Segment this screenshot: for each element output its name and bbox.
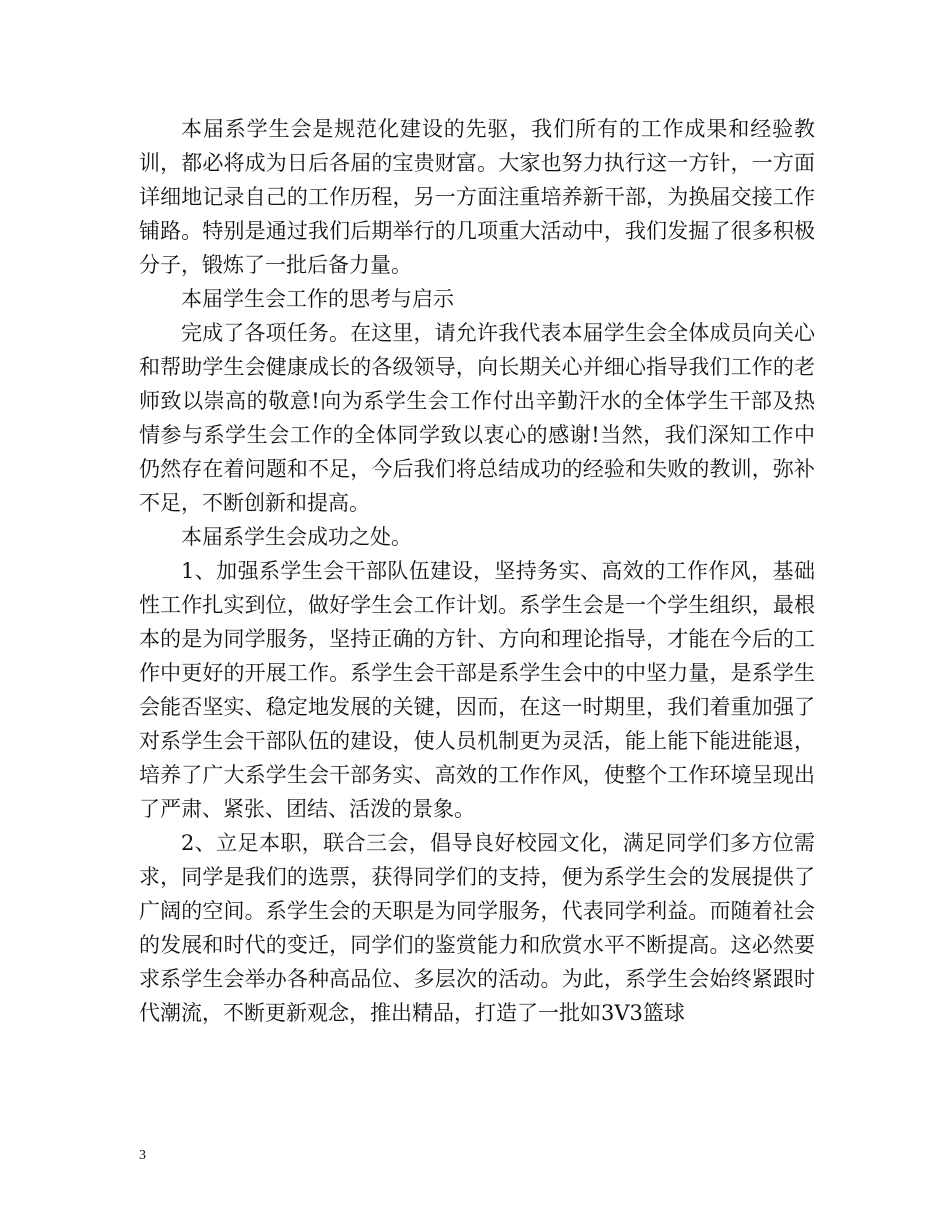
paragraph-section-heading-success: 本届系学生会成功之处。 [181,525,412,549]
page-number: 3 [139,1148,146,1163]
paragraph-point-1: 1、加强系学生会干部队伍建设，坚持务实、高效的工作作风，基础性工作扎实到位，做好学生会工作计划。系学生会是一个学生组织，最根本的是为同学服务，坚持正确的方针、方向和理论指导，才能在今后的工作中更好的开展工作。系学生会干部是系学生会中的中坚力量，是系学生会能否坚实、稳定地发展的关键，因而，在这一时期里，我们着重加强了对系学生会干部队伍的建设，使人员机制更为灵活，能上能下能进能退，培养了广大系学生会干部务实、高效的工作作风，使整个工作环境呈现出了严肃、紧张、团结、活泼的景象。 [139,559,815,821]
document-body [139,112,815,1030]
paragraph-point-2: 2、立足本职，联合三会，倡导良好校园文化，满足同学们多方位需求，同学是我们的选票，获得同学们的支持，便为系学生会的发展提供了广阔的空间。系学生会的天职是为同学服务，代表同学利益。而随着社会的发展和时代的变迁，同学们的鉴赏能力和欣赏水平不断提高。这必然要求系学生会举办各种高品位、多层次的活动。为此，系学生会始终紧跟时代潮流，不断更新观念，推出精品，打造了一批如3V3篮球 [139,831,815,1025]
paragraph-thanks: 完成了各项任务。在这里，请允许我代表本届学生会全体成员向关心和帮助学生会健康成长的各级领导，向长期关心并细心指导我们工作的老师致以崇高的敬意!向为系学生会工作付出辛勤汗水的全体学生干部及热情参与系学生会工作的全体同学致以衷心的感谢!当然，我们深知工作中仍然存在着问题和不足，今后我们将总结成功的经验和失败的教训，弥补不足，不断创新和提高。 [139,321,815,515]
paragraph-section-heading-reflection: 本届学生会工作的思考与启示 [181,287,454,311]
paragraph-intro: 本届系学生会是规范化建设的先驱，我们所有的工作成果和经验教训，都必将成为日后各届的宝贵财富。大家也努力执行这一方针，一方面详细地记录自己的工作历程，另一方面注重培养新干部，为换届交接工作铺路。特别是通过我们后期举行的几项重大活动中，我们发掘了很多积极分子，锻炼了一批后备力量。 [139,117,815,277]
